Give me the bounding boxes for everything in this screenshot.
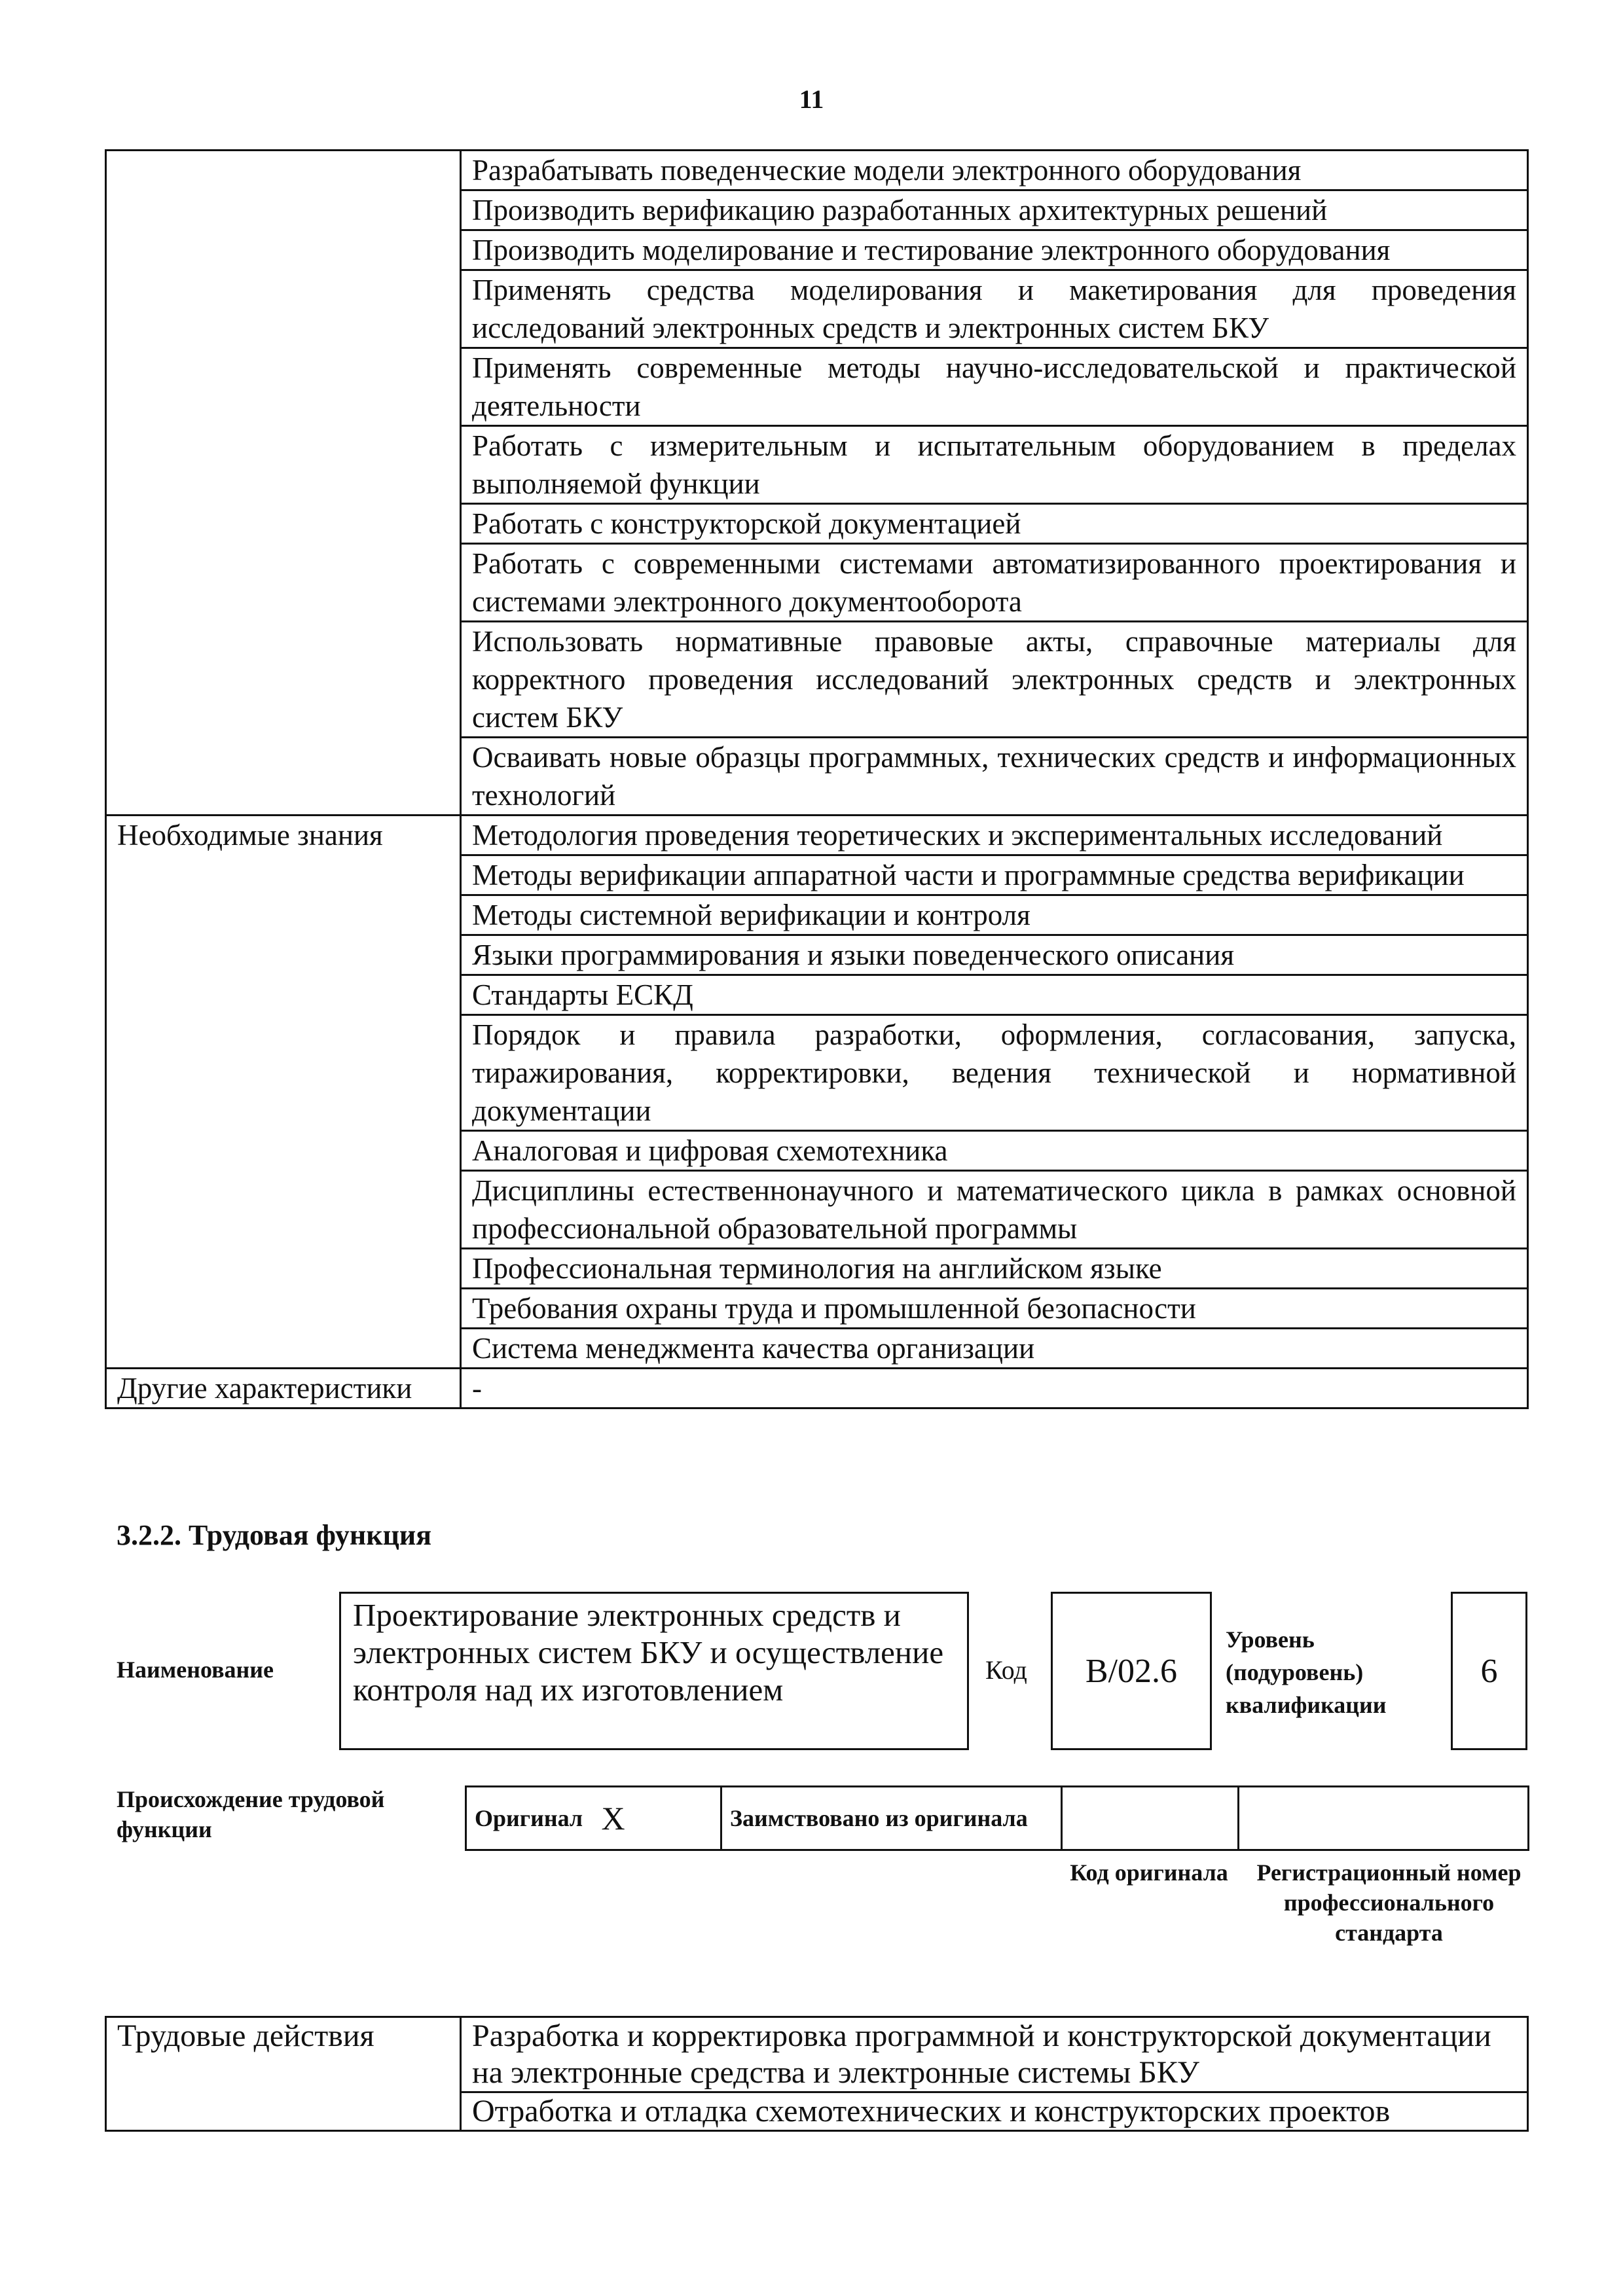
page-number: 11 xyxy=(799,84,824,114)
skill-item: Осваивать новые образцы программных, технических средств и информационных технологий xyxy=(461,738,1528,816)
code-original-caption: Код оригинала xyxy=(1070,1859,1228,1886)
labor-actions-label: Трудовые действия xyxy=(106,2017,461,2131)
skill-item: Применять средства моделирования и макетирования для проведения исследований электронных средств и электронных систем БКУ xyxy=(461,270,1528,348)
labor-action-item: Разработка и корректировка программной и конструкторской документации на электронные средства и электронные системы БКУ xyxy=(461,2017,1528,2092)
other-characteristics-label: Другие характеристики xyxy=(106,1369,461,1408)
knowledge-item: Методы верификации аппаратной части и программные средства верификации xyxy=(461,855,1528,895)
table-row xyxy=(106,1369,1528,1408)
skill-item: Работать с конструкторской документацией xyxy=(461,504,1528,544)
knowledge-item: Методология проведения теоретических и экспериментальных исследований xyxy=(461,816,1528,855)
origin-label: Происхождение трудовой функции xyxy=(117,1786,385,1842)
knowledge-item: Требования охраны труда и промышленной безопасности xyxy=(461,1289,1528,1329)
labor-actions-table xyxy=(105,2016,1529,2132)
table-row xyxy=(106,816,1528,855)
knowledge-item: Система менеджмента качества организации xyxy=(461,1329,1528,1369)
skill-item: Производить моделирование и тестирование электронного оборудования xyxy=(461,230,1528,270)
borrowed-label: Заимствовано из оригинала xyxy=(721,1787,1062,1850)
code-value-box: B/02.6 xyxy=(1051,1592,1212,1750)
skill-item: Производить верификацию разработанных архитектурных решений xyxy=(461,190,1528,230)
reg-number-caption: Регистрационный номер профессионального стандарта xyxy=(1256,1859,1522,1946)
original-mark: X xyxy=(594,1787,721,1850)
skills-label-cell xyxy=(106,151,461,816)
knowledge-item: Дисциплины естественнонаучного и математического цикла в рамках основной профессиональной образовательной программы xyxy=(461,1171,1528,1249)
knowledge-item: Языки программирования и языки поведенческого описания xyxy=(461,935,1528,975)
function-name-box: Проектирование электронных средств и электронных систем БКУ и осуществление контроля над их изготовлением xyxy=(339,1592,969,1750)
knowledge-item: Аналоговая и цифровая схемотехника xyxy=(461,1131,1528,1171)
knowledge-item: Порядок и правила разработки, оформления, согласования, запуска, тиражирования, корректировки, ведения технической и нормативной документации xyxy=(461,1015,1528,1131)
skill-item: Работать с современными системами автоматизированного проектирования и системами электронного документооборота xyxy=(461,544,1528,622)
skill-item: Применять современные методы научно-исследовательской и практической деятельности xyxy=(461,348,1528,426)
skill-item: Использовать нормативные правовые акты, справочные материалы для корректного проведения исследований электронных средств и электронных систем БКУ xyxy=(461,622,1528,738)
section-title: 3.2.2. Трудовая функция xyxy=(117,1519,432,1551)
knowledge-item: Методы системной верификации и контроля xyxy=(461,895,1528,935)
table-row xyxy=(106,2017,1528,2092)
table-row xyxy=(106,151,1528,190)
skills-knowledge-table xyxy=(105,149,1529,1409)
code-label: Код xyxy=(985,1655,1027,1685)
level-value-box: 6 xyxy=(1451,1592,1527,1750)
origin-table xyxy=(465,1785,1529,1851)
level-label: Уровень (подуровень) квалификации xyxy=(1226,1626,1387,1718)
knowledge-label: Необходимые знания xyxy=(106,816,461,1369)
skill-item: Работать с измерительным и испытательным оборудованием в пределах выполняемой функции xyxy=(461,426,1528,504)
knowledge-item: Стандарты ЕСКД xyxy=(461,975,1528,1015)
skill-item: Разрабатывать поведенческие модели электронного оборудования xyxy=(461,151,1528,190)
labor-action-item: Отработка и отладка схемотехнических и конструкторских проектов xyxy=(461,2092,1528,2131)
knowledge-item: Профессиональная терминология на английском языке xyxy=(461,1249,1528,1289)
other-characteristics-value: - xyxy=(461,1369,1528,1408)
code-original-cell xyxy=(1062,1787,1239,1850)
name-label: Наименование xyxy=(117,1657,274,1683)
original-label: Оригинал xyxy=(466,1787,594,1850)
reg-number-cell xyxy=(1239,1787,1529,1850)
